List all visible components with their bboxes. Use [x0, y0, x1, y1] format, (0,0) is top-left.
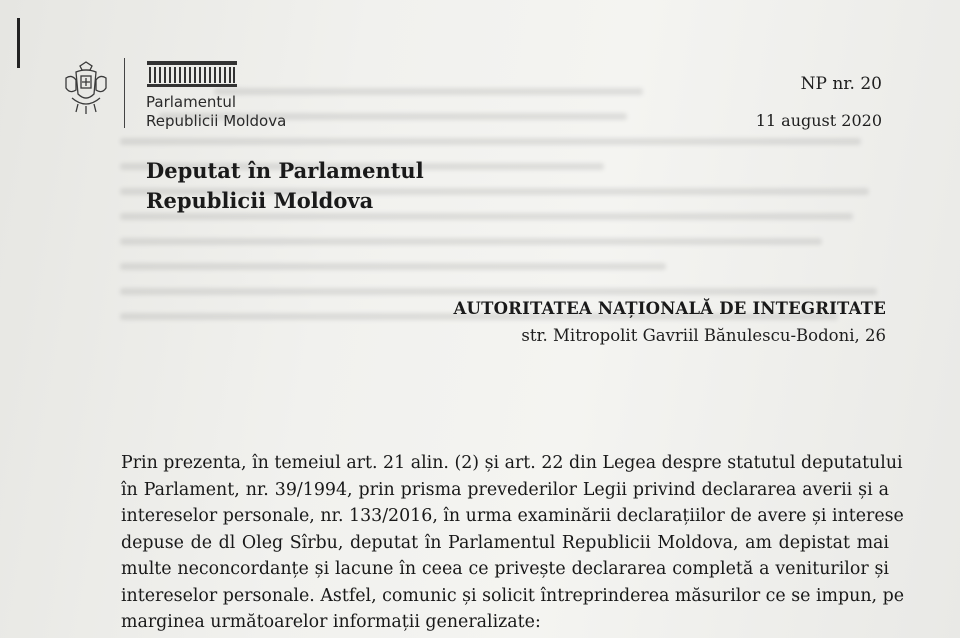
body-line: în Parlament, nr. 39/1994, prin prisma prevederilor Legii privind declararea averii și a [121, 479, 889, 500]
recipient-organization: AUTORITATEA NAȚIONALĂ DE INTEGRITATE [453, 299, 886, 318]
letter-body [121, 450, 905, 636]
body-line: intereselor personale, nr. 133/2016, în urma examinării declarațiilor de avere și interese [121, 506, 904, 526]
document-date: 11 august 2020 [755, 111, 882, 130]
institution-name [146, 93, 286, 131]
body-line: marginea următoarelor informații generalizate: [121, 612, 541, 632]
institution-line-2: Republicii Moldova [146, 112, 287, 130]
margin-mark [17, 18, 20, 68]
sender-line-2: Republicii Moldova [146, 188, 374, 213]
body-line: depuse de dl Oleg Sîrbu, deputat în Parlamentul Republicii Moldova, am depistat mai [121, 532, 889, 553]
parliament-building-icon [146, 58, 238, 88]
body-line: multe neconcordanțe și lacune în ceea ce privește declararea completă a veniturilor și [121, 559, 889, 579]
body-line: intereselor personale. Astfel, comunic și solicit întreprinderea măsurilor ce se impun, pe [121, 585, 905, 606]
document-number: NP nr. 20 [800, 74, 882, 94]
header-divider [124, 58, 125, 128]
recipient-address: str. Mitropolit Gavriil Bănulescu-Bodoni, 26 [521, 326, 886, 345]
institution-line-1: Parlamentul [146, 93, 236, 111]
coat-of-arms-icon [62, 60, 110, 116]
sender-title [146, 156, 424, 216]
body-line: Prin prezenta, în temeiul art. 21 alin. (2) și art. 22 din Legea despre statutul deputatului [121, 453, 903, 473]
sender-line-1: Deputat în Parlamentul [146, 158, 424, 183]
